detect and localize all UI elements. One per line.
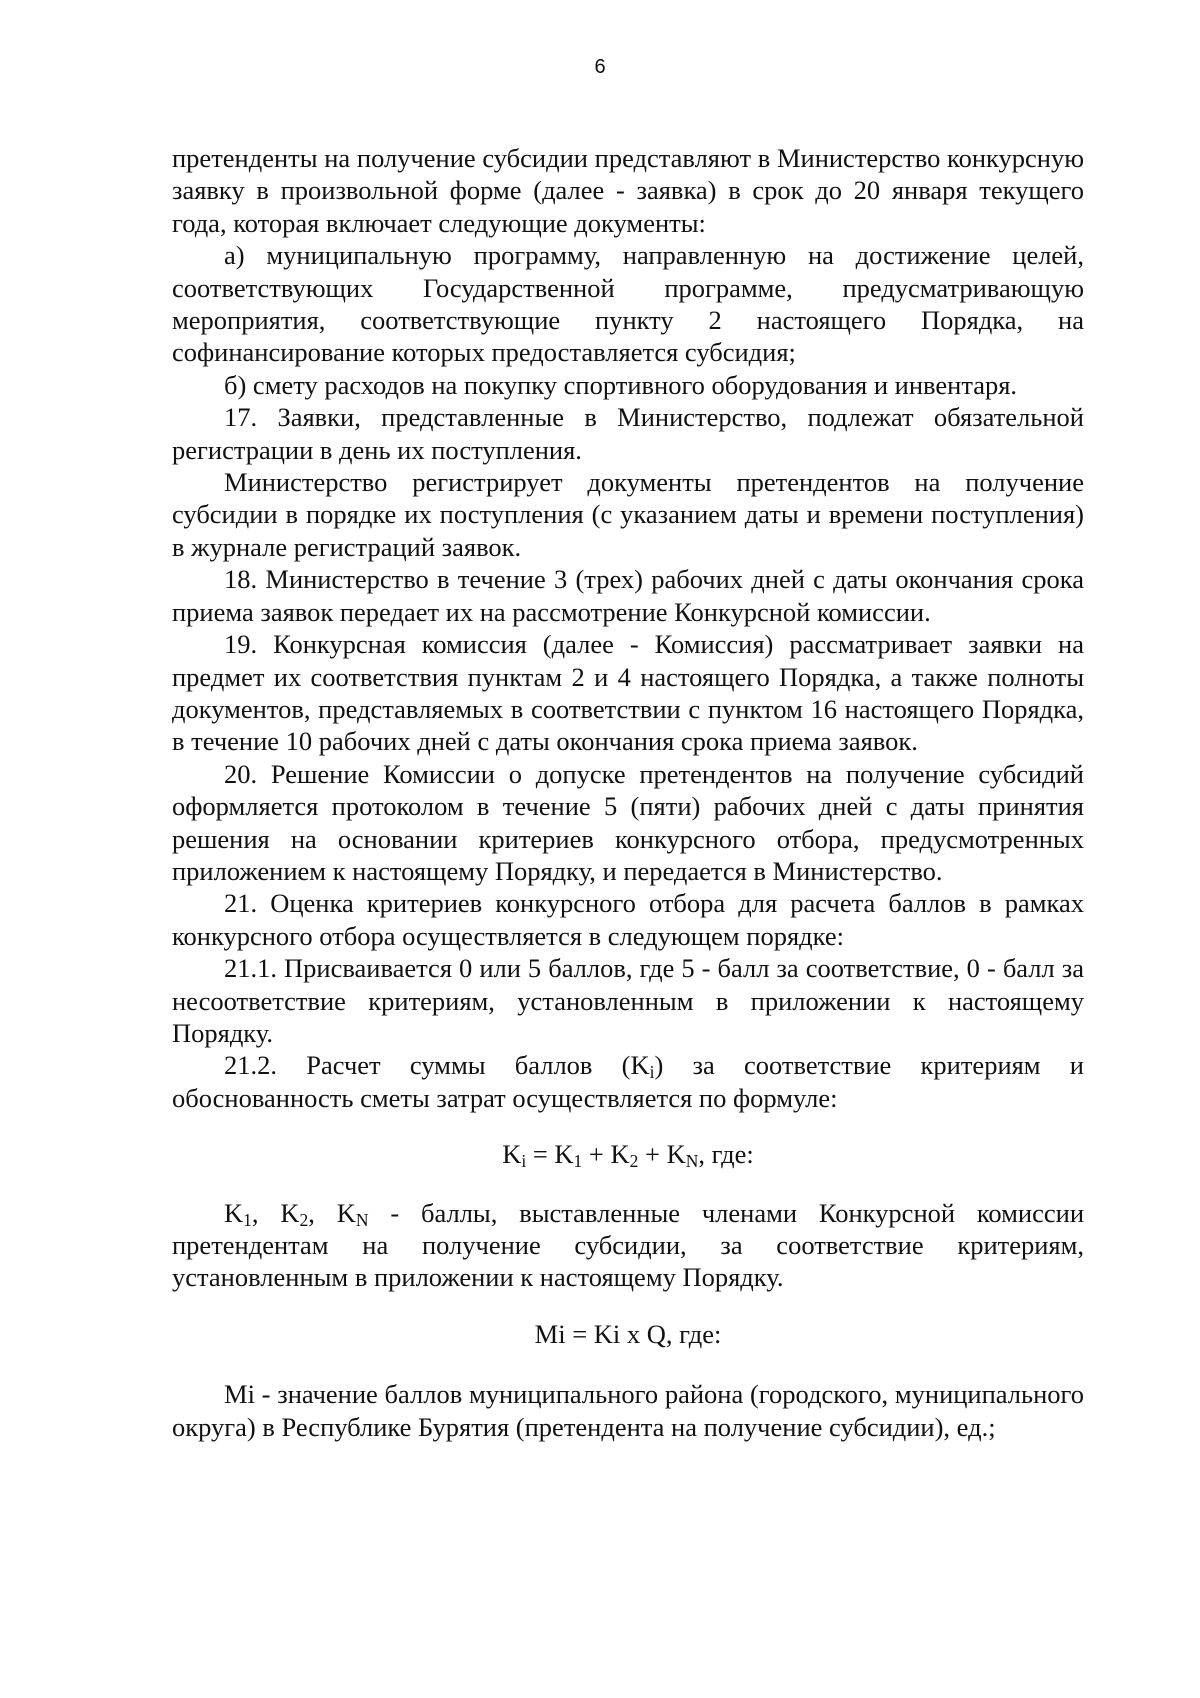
paragraph-17-registration: Министерство регистрирует документы претендентов на получение субсидии в порядке их поступления (с указанием даты и времени поступления) в журнале регистраций заявок.	[172, 467, 1084, 562]
paragraph-item-a: а) муниципальную программу, направленную на достижение целей, соответствующих Государственной программе, предусматривающую мероприятия, соответствующие пункту 2 настоящего Порядка, на софинансирование которых предоставляется субсидия;	[172, 240, 1084, 368]
paragraph-continuation: претенденты на получение субсидии представляют в Министерство конкурсную заявку в произвольной форме (далее - заявка) в срок до 20 января текущего года, которая включает следующие документы:	[172, 143, 1084, 238]
paragraph-21: 21. Оценка критериев конкурсного отбора для расчета баллов в рамках конкурсного отбора осуществляется в следующем порядке:	[172, 888, 1084, 951]
paragraph-18: 18. Министерство в течение 3 (трех) рабочих дней с даты окончания срока приема заявок передает их на рассмотрение Конкурсной комиссии.	[172, 564, 1084, 627]
formula-score-sum-definition: $K_1$, $K_2$, $K_N$ - баллы, выставленные членами Конкурсной комиссии претендентам на получение субсидии, за соответствие критериям, установленным в приложении к настоящему Порядку.	[172, 1197, 1085, 1293]
formula-municipal-score: Mi = Ki x Q, где:	[534, 1318, 722, 1349]
page-number: 6	[594, 56, 606, 78]
paragraph-item-b: б) смету расходов на покупку спортивного оборудования и инвентаря.	[224, 369, 1018, 400]
formula-municipal-score-definition: Mi - значение баллов муниципального района (городского, муниципального округа) в Республике Бурятия (претендента на получение субсидии), ед.;	[172, 1379, 1084, 1442]
paragraph-21-1: 21.1. Присваивается 0 или 5 баллов, где 5 - балл за соответствие, 0 - балл за несоответствие критериям, установленным в приложении к настоящему Порядку.	[172, 953, 1084, 1048]
paragraph-21-2: 21.2. Расчет суммы баллов $(K_i)$ за соответствие критериям и обоснованность сметы затрат осуществляется по формуле:	[172, 1050, 1084, 1113]
paragraph-17: 17. Заявки, представленные в Министерство, подлежат обязательной регистрации в день их поступления.	[172, 402, 1084, 465]
formula-score-sum: $K_i = K_1 + K_2 + K_N$, где:	[502, 1139, 754, 1172]
paragraph-20: 20. Решение Комиссии о допуске претендентов на получение субсидий оформляется протоколом в течение 5 (пяти) рабочих дней с даты принятия решения на основании критериев конкурсного отбора, предусмотренных приложением к настоящему Порядку, и передается в Министерство.	[172, 758, 1084, 886]
document-body	[172, 142, 1084, 1443]
paragraph-19: 19. Конкурсная комиссия (далее - Комиссия) рассматривает заявки на предмет их соответствия пунктам 2 и 4 настоящего Порядка, а также полноты документов, представляемых в соответствии с пунктом 16 настоящего Порядка, в течение 10 рабочих дней с даты окончания срока приема заявок.	[172, 629, 1084, 757]
